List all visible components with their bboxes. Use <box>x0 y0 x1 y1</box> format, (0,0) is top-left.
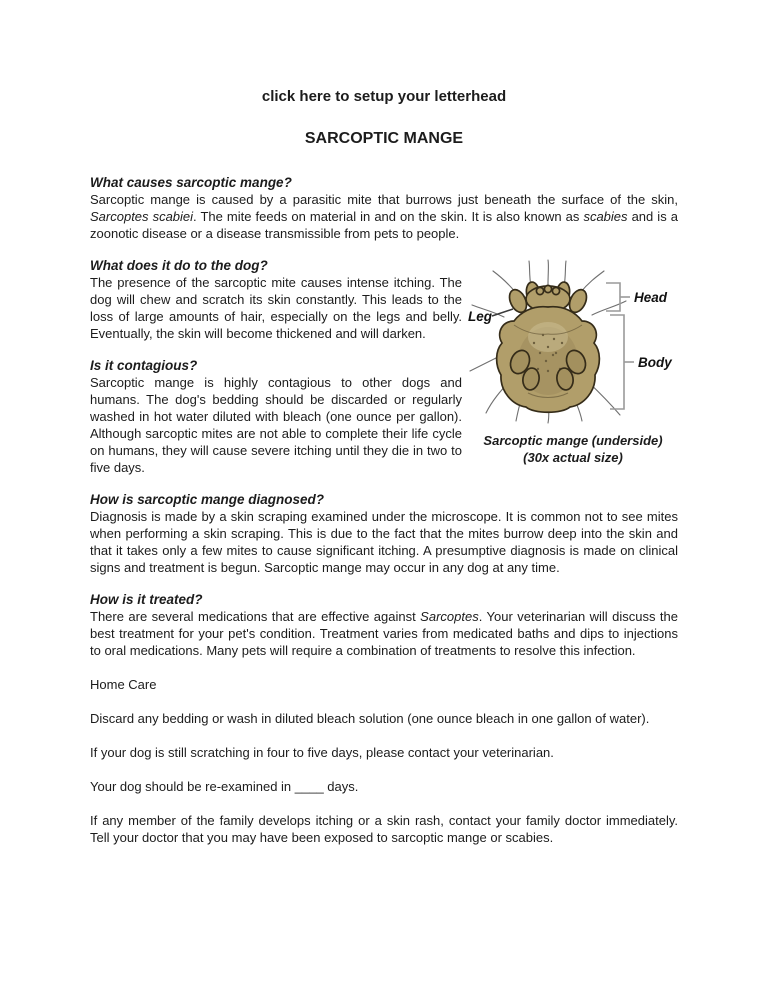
home-care-block <box>90 676 678 846</box>
figure-caption-line1: Sarcoptic mange (underside) <box>483 433 663 448</box>
left-text-column <box>90 257 462 476</box>
section-contagious-text: Sarcoptic mange is highly contagious to other dogs and humans. The dog's bedding should be discarded or regularly washed in hot water diluted with bleach (one ounce per gallon). Although sarcoptic mites are not able to complete their life cycle on humans, they will cause severe itching until they die in two to five days. <box>90 375 462 475</box>
home-care-family-text: If any member of the family develops itching or a skin rash, contact your family doctor immediately. Tell your doctor that you may have been exposed to sarcoptic mange or scabies. <box>90 813 678 845</box>
letterhead-setup-link[interactable]: click here to setup your letterhead <box>261 88 507 105</box>
mite-figure <box>468 259 678 466</box>
body-label: Body <box>638 355 672 370</box>
figure-caption <box>468 432 678 466</box>
home-care-scratching-text: If your dog is still scratching in four to five days, please contact your veterinarian. <box>90 745 554 760</box>
document-body <box>90 174 678 846</box>
section-causes <box>90 174 678 242</box>
home-care-bedding-text: Discard any bedding or wash in diluted bleach solution (one ounce bleach in one gallon of water). <box>90 711 650 726</box>
page-title: SARCOPTIC MANGE <box>304 130 464 147</box>
section-treatment <box>90 591 678 659</box>
head-bracket <box>606 283 630 311</box>
home-care-reexam-text: Your dog should be re-examined in ____ days. <box>90 779 359 794</box>
section-diagnosis-text: Diagnosis is made by a skin scraping examined under the microscope. It is common not to see mites when performing a skin scraping. This is due to the fact that the mites burrow deep into the skin and that it takes only a few mites to cause significant itching. A presumptive diagnosis is made on clinical signs and treatment is begun. Sarcoptic mange may occur in any dog at any time. <box>90 509 678 575</box>
head-label: Head <box>634 290 668 305</box>
home-care-label: Home Care <box>90 677 157 692</box>
section-contagious <box>90 357 462 476</box>
section-effects-heading: What does it do to the dog? <box>90 258 268 273</box>
section-treatment-text: There are several medications that are effective against Sarcoptes. Your veterinarian will discuss the best treatment for your pet's condition. Treatment varies from medicated baths and dips to injections to oral medications. Many pets will require a combination of treatments to resolve this infection. <box>90 609 678 658</box>
letterhead-placeholder <box>90 88 678 106</box>
section-effects-text: The presence of the sarcoptic mite causes intense itching. The dog will chew and scratch its skin constantly. This leads to the loss of large amounts of hair, especially on the legs and belly. Eventually, the skin will become thickened and will darken. <box>90 275 462 341</box>
section-treatment-heading: How is it treated? <box>90 592 203 607</box>
leg-pointer-line <box>492 309 513 316</box>
figure-column <box>468 257 678 466</box>
section-diagnosis-heading: How is sarcoptic mange diagnosed? <box>90 492 325 507</box>
section-causes-heading: What causes sarcoptic mange? <box>90 175 292 190</box>
section-diagnosis <box>90 491 678 576</box>
section-effects <box>90 257 462 342</box>
two-column-block <box>90 257 678 476</box>
leg-label: Leg <box>468 309 493 324</box>
body-bracket <box>610 315 634 409</box>
section-causes-text: Sarcoptic mange is caused by a parasitic mite that burrows just beneath the surface of the skin, Sarcoptes scabiei. The mite feeds on material in and on the skin. It is also known as scabies and is a zoonotic disease or a disease transmissible from pets to people. <box>90 192 678 241</box>
section-contagious-heading: Is it contagious? <box>90 358 198 373</box>
figure-caption-line2: (30x actual size) <box>523 450 623 465</box>
mite-illustration <box>468 259 676 425</box>
